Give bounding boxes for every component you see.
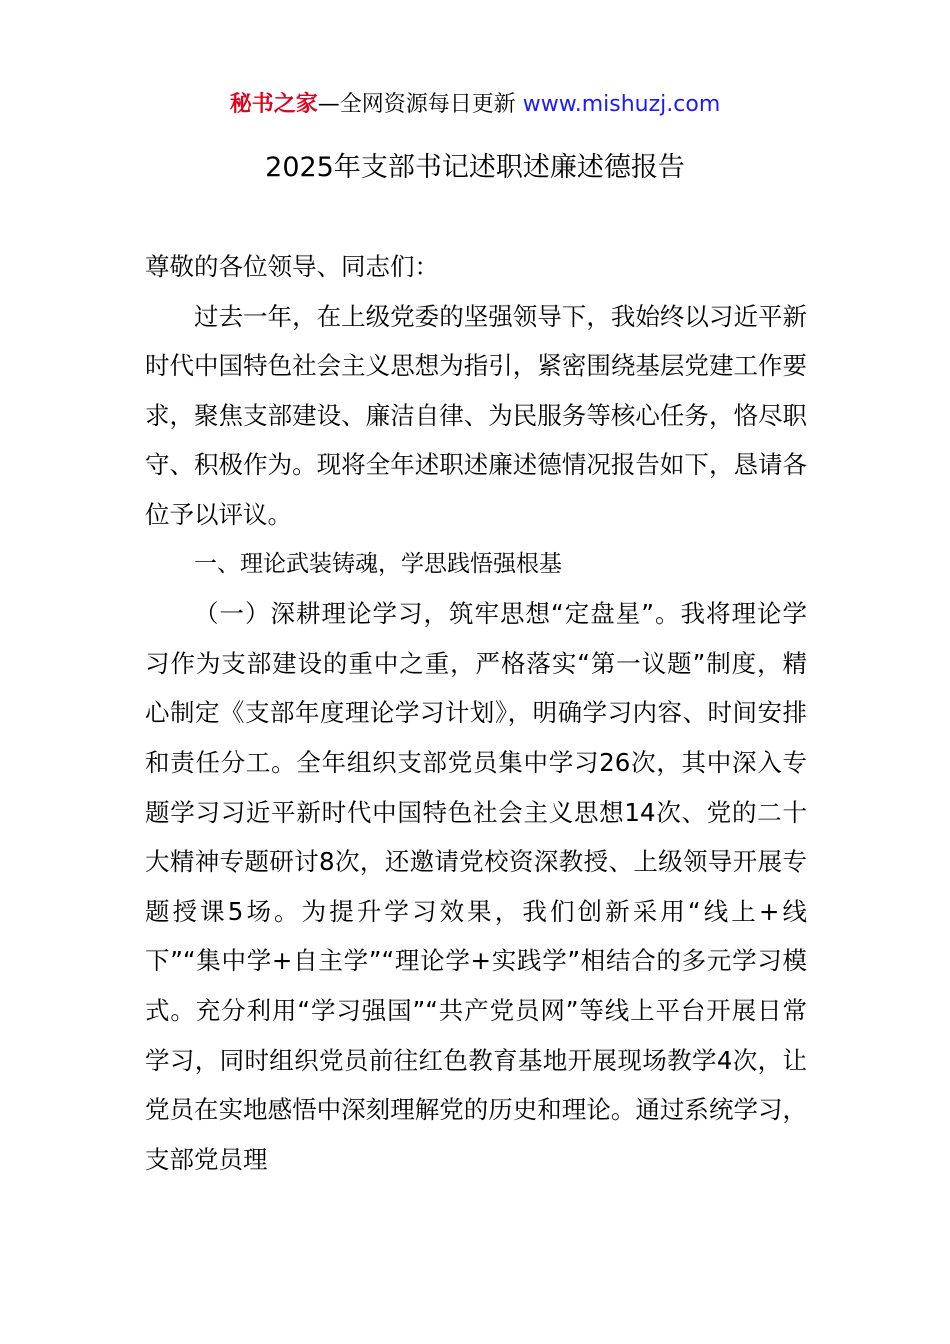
- section-heading: 一、理论武装铸魂，学思践悟强根基: [194, 550, 562, 577]
- document-body: [145, 242, 807, 1184]
- intro-paragraph: 过去一年，在上级党委的坚强领导下，我始终以习近平新时代中国特色社会主义思想为指引，紧密围绕基层党建工作要求，聚焦支部建设、廉洁自律、为民服务等核心任务，恪尽职守、积极作为。现将全年述职述廉述德情况报告如下，恳请各位予以评议。: [145, 301, 807, 529]
- site-header: [0, 88, 950, 122]
- document-title: 2025年支部书记述职述廉述德报告: [265, 152, 685, 183]
- header-slogan: —全网资源每日更新: [317, 92, 516, 117]
- subsection-paragraph: （一）深耕理论学习，筑牢思想“定盘星”。我将理论学习作为支部建设的重中之重，严格落实“第一议题”制度，精心制定《支部年度理论学习计划》，明确学习内容、时间安排和责任分工。全年组织支部党员集中学习26次，其中深入专题学习习近平新时代中国特色社会主义思想14次、党的二十大精神专题研讨8次，还邀请党校资深教授、上级领导开展专题授课5场。为提升学习效果，我们创新采用“线上+线下”“集中学+自主学”“理论学+实践学”相结合的多元学习模式。充分利用“学习强国”“共产党员网”等线上平台开展日常学习，同时组织党员前往红色教育基地开展现场教学4次，让党员在实地感悟中深刻理解党的历史和理论。通过系统学习，支部党员理: [145, 599, 807, 1174]
- brand-name: 秘书之家: [229, 92, 318, 117]
- salutation: 尊敬的各位领导、同志们：: [145, 252, 439, 281]
- site-url-link[interactable]: www.mishuzj.com: [522, 92, 721, 117]
